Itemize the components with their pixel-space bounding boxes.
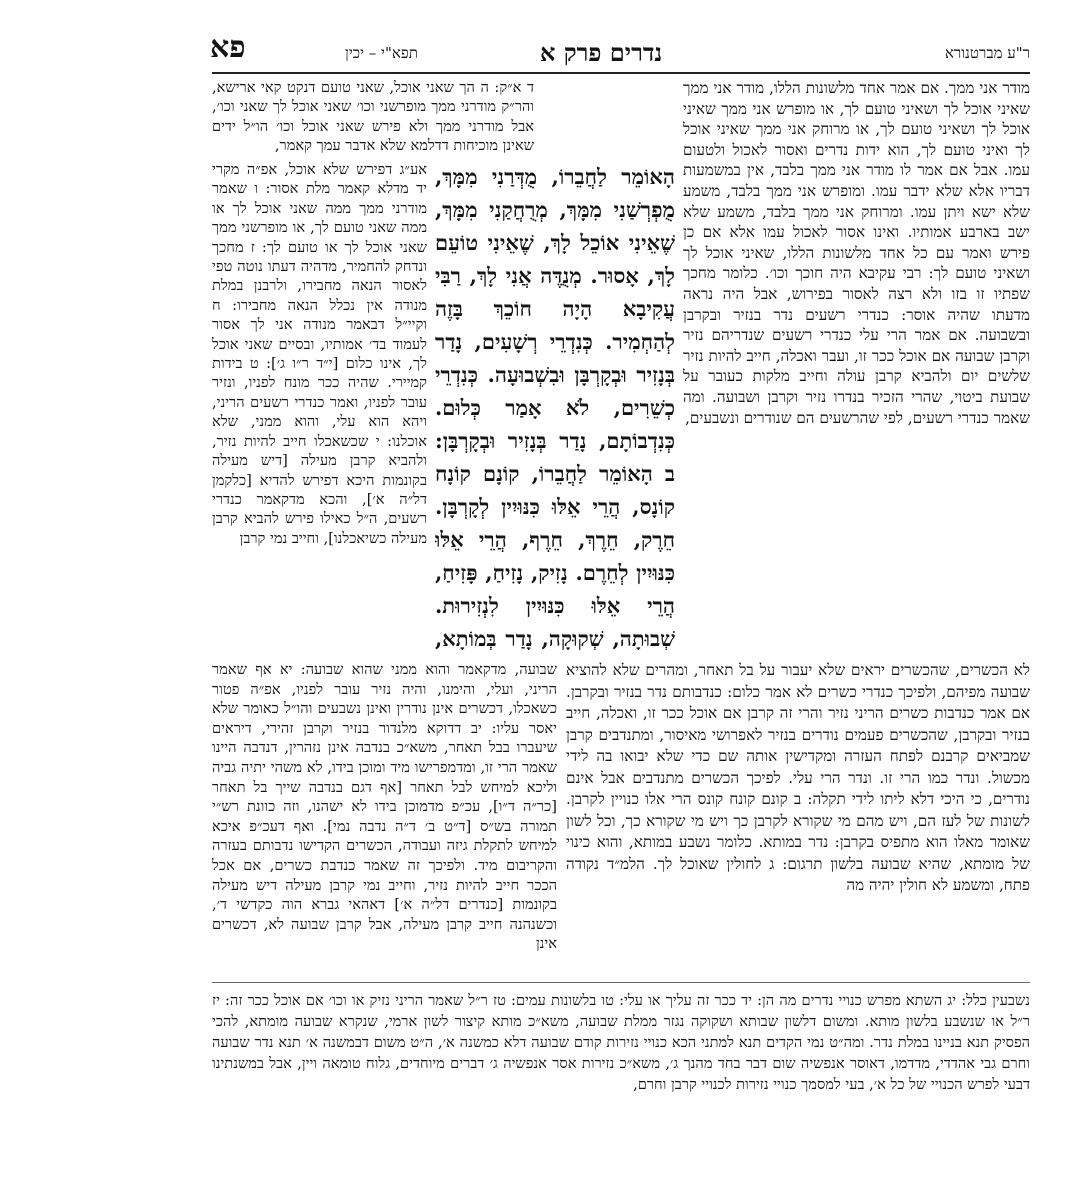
page-title: נדרים פרק א xyxy=(540,38,663,67)
bartenura-continuation xyxy=(566,660,1030,978)
bartenura-text: מודר אני ממך. אם אמר אחד מלשונות הללו, מודר אני ממך שאיני אוכל לך ושאיני טועם לך, או מופרש אני ממך שאיני אוכל לך ושאיני טועם לך, או מרוחק אני ממך שאיני אוכל לך ואיני טועם לך, הוא ידות נדרים ואסור לאכול ולטעום עמו. אבל אם אמר לו מודר אני ממך בלבד, אין במשמעות דבריו אלא שלא ידבר עמו. ומופרש אני ממך בלבד, משמע שלא ישא ויתן עמו. ומרוחק אני ממך בלבד, משמע שלא ישב בארבע אמותיו. ואינו אסור לאכול עמו אלא אם כן פירש ואמר עם כל אחד מלשונות הללו, שאיני אוכל לך ושאיני טועם לך: רבי עקיבא היה חוכך וכו׳. כלומר מחכך שפתיו זו בזו ולא רצה לאסור בפירוש, אבל היה נראה מדעתו שהיה אוסר: כנדרי רשעים נדר בנזיר ובקרבן ובשבועה. אם אמר הרי עלי כנדרי רשעים שנדריהם נזיר וקרבן שבועה אם אוכל ככר זו, ועבר ואכלה, חייב להיות נזיר שלשים יום ולהביא קרבן עולה וחייב מלקות כעובר על שבועת ביטוי, שהרי הזכיר בנדרו נזיר וקרבן ושבועה. ומה שאמר כנדרי רשעים, לפי שהרשעים הם שנודרים ונשבעים, xyxy=(683,79,1030,427)
tiferet-yisrael-top xyxy=(212,78,534,156)
header-rule xyxy=(212,72,1030,74)
mishna-text: הָאוֹמֵר לַחֲבֵרוֹ, מֻדְּרַנִי מִמָּךְ, מֻפְרְשַׁנִי מִמָּךְ, מְרֻחֲקַנִי מִמָּךְ, שֶׁאֵינִי אוֹכֵל לָךְ, שֶׁאֵינִי טוֹעֵם לָךְ, אָסוּר. מְנֻדֶּה אֲנִי לָךְ, רַבִּי עֲקִיבָא הָיָה חוֹכֵךְ בָּזֶה לְהַחְמִיר. כְּנִדְרֵי רְשָׁעִים, נָדַר בְּנָזִיר וּבְקָרְבָּן וּבִשְׁבוּעָה. כְּנִדְרֵי כְשֵׁרִים, לֹא אָמַר כְּלוּם. כְּנִדְבוֹתָם, נָדַר בְּנָזִיר וּבְקָרְבָּן: ב הָאוֹמֵר לַחֲבֵרוֹ, קוֹנָם קוֹנָח קוֹנָס, הֲרֵי אֵלּוּ כִּנּוּיִין לְקָרְבָּן. חֵרֶק, חֵרֶךְ, חֵרֶף, הֲרֵי אֵלּוּ כִּנּוּיִין לְחֵרֶם. נָזִיק, נָזִיחַ, פָּזִיחַ, הֲרֵי אֵלּוּ כִּנּוּיִין לִנְזִירוּת. שְׁבוּתָה, שְׁקוּקָה, נָדַר בְּמוֹתָא, xyxy=(435,164,675,650)
tiferet-yisrael-top-text: ד א״ק: ה הך שאני אוכל, שאני טועם דנקט קאי ארישא, והר״ק מודרני ממך מופרשני וכו׳ שאני אוכל לך שאני וכו׳, אבל מודרני ממך ולא פירש שאני אוכל וכו׳ הו״ל ידים שאינן מוכיחות דדלמא שלא אדבר עמך קאמר, xyxy=(212,79,534,155)
mishna-text-block xyxy=(435,160,675,650)
bartenura-continuation-text: לא הכשרים, שהכשרים יראים שלא יעבור על בל תאחר, ומהרים שלא להוציא שבועה מפיהם, ולפיכך כנדרי כשרים לא אמר כלום: כנדבותם נדר בנזיר ובקרבן. אם אמר כנדבות כשרים הריני נזיר והרי זה קרבן אם אוכל ככר זו, ואכלה, חייב בנזיר ובקרבן, שהכשרים פעמים נודרים בנזיר לאפרושי מאיסור, ומתנדבים קרבן שמביאים קרבנם לפתח העזרה ומקדישין אותה שם כדי שלא יבואו בה לידי מכשול. ונדר כמו הרי זו. ונדר הרי עלי. לפיכך הכשרים מתנדבים אבל אינם נודרים, כי היכי דלא ליתו לידי תקלה: ב קונם קונח קונס הרי אלו כנויין לקרבן. לשונות של לעז הם, ויש מהם מי שקורא לקרבן כך ויש מי שקורא כך, וכל לשון שאומר מאלו הוא מתפיס בקרבן: נדר במותא. כלומר נשבע במותא, והוא כינוי של מומתא, שהיא שבועה בלשון תרגום: ג לחולין שאוכל לך. הלמ״ד נקודה פתח, ומשמע לא חולין יהיה מה xyxy=(566,661,1030,894)
bottom-commentary xyxy=(212,990,1030,1120)
bottom-divider xyxy=(212,982,1030,983)
running-header xyxy=(210,30,1030,70)
header-commentary-left: תפא"י – יכין xyxy=(345,44,418,62)
tiferet-yisrael-middle xyxy=(212,160,427,660)
tiferet-yisrael-continuation xyxy=(212,660,557,978)
folio-number: פא xyxy=(210,30,246,65)
tiferet-yisrael-middle-text: אע״ג דפירש שלא אוכל, אפ״ה מקרי יד מדלא קאמר מלת אסור: ו שאמר מודרני ממך ממה שאני אוכל לך או ממה שאני טועם לך, או מופרשני ממך שאני אוכל לך או טועם לך: ז מחכך ונדחק להחמיר, מדהיה דעתו נוטה טפי לאסור הנאה מחבירו, ולרבנן במלת מנודה אין נכלל הנאה מחבירו: ח וקיי״ל דבאמר מנודה אני לך אסור לעמוד בד׳ אמותיו, ובסיים שאני אוכל לך, אינו כלום [י״ד ר״ו ג׳]: ט בידות קמיירי. שהיה ככר מונח לפניו, ונזיר עובר לפניו, ואמר כנדרי רשעים הריני, ויהא הוא עלי, והוא ממני, שלא אוכלנו: י שכשאכלו חייב להיות נזיר, ולהביא קרבן מעילה [דיש מעילה בקונמות היכא דפירש להדיא [כלקמן דל״ה א׳], והכא מדקאמר כנדרי רשעים, ה״ל כאילו פירש להביא קרבן מעילה כשיאכלנו], וחייב נמי קרבן xyxy=(212,161,427,547)
bottom-commentary-text: נשבעין כלל: יג השתא מפרש כנויי נדרים מה הן: יד ככר זה עליך או עלי: טו בלשונות עמים: טז ר״ל שאמר הריני נזיק או וכו׳ אם אוכל ככר זה: יז ר״ל או שנשבע בלשון מותא. ומשום דלשון שבותא ושקוקה נגזר ממלת שבועה, משא״כ מותא קיצור לשון ארמי, שנקרא שבועה מומתא, להכי הפסיק תנא בניינו במלת נדר. ומה״ט נמי הקדים תנא למתני הכא כנויי נזירות קודם שבועה דלא כמשנה א׳, ה״ט משום דבמשנה א׳ תנא נדר שבועה וחרם גבי אהדדי, מדדמו, דאוסר אנפשיה שום דבר בחד מהנך ג׳, משא״כ נזירות אסר אנפשיה ג׳ דברים מיוחדים, גלוח טומאה ויין, אבל במשנתינו דבעי לפרש הכנויי של כל א׳, בעי למסמך כנויי נזירות לכנויי קרבן וחרם, xyxy=(212,992,1030,1093)
bartenura-commentary xyxy=(683,78,1030,658)
tiferet-yisrael-continuation-text: שבועה, מדקאמר והוא ממני שהוא שבועה: יא אף שאמר הריני, ועלי, והימנו, והיה נזיר עובר לפניו, אפ״ה פטור כשאכלו, דכשרים אינן נודרין ואינן נשבעים והו״ל כאומר שלא יאסר עליו: יב דדוקא מלנדור בנזיר וקרבן זהירי, דיראים שיעברו בבל תאחר, משא״כ בנדבה אינן נזהרין, דנדבה היינו שאמר הרי זו, ומדמפרישו מיד ומוכן בידו, לא משהי יתיה גביה וליכא למיחש לבל תאחר [אף דגם בנדבה שייך בל תאחר [כר״ה ד״ו], עכ״פ מדמוכן בידו לא ישהנו, וזה כוונת רש״י תמורה בש״ס [ד״ט ב׳ ד״ה נדבה נמי]. ואף דעכ״פ איכא למיחש לתקלת גיזה ועבודה, הכשרים הקדישו נדבותם בעזרה והקריבום מיד. ולפיכך זה שאמר כנדבת כשרים, אם אכל הככר חייב להיות נזיר, וחייב נמי קרבן מעילה דיש מעילה בקונמות [כנדרים דל״ה א׳] דאהאי גברא הוה כקדשי ד׳, וכשנהנה חייב קרבן מעילה, אבל קרבן שבועה לא, דכשרים אינן xyxy=(212,661,557,953)
header-commentary-right: ר"ע מברטנורא xyxy=(944,44,1030,62)
